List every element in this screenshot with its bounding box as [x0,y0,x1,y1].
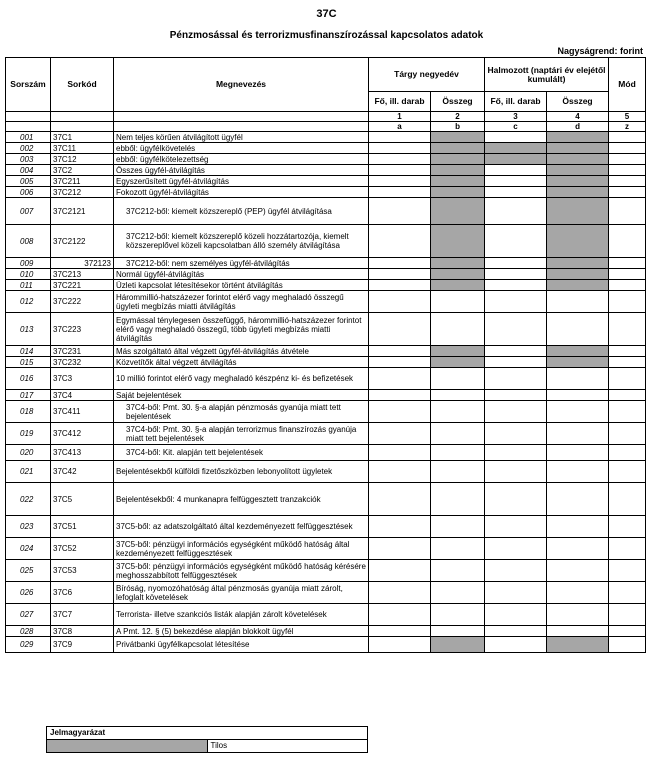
row-number: 015 [6,357,51,368]
value-cell[interactable] [609,346,646,357]
value-cell[interactable] [431,483,485,516]
row-number: 029 [6,637,51,653]
row-label: Egyszerűsített ügyfél-átvilágítás [114,176,369,187]
value-cell[interactable] [609,176,646,187]
row-label: Nem teljes körűen átvilágított ügyfél [114,132,369,143]
row-label: Hárommillió-hatszázezer forintot elérő vagy meghaladó összegű ügyleti megbízás miatti átvilágítás [114,291,369,313]
value-cell[interactable] [369,560,431,582]
value-cell[interactable] [485,176,547,187]
forbidden-cell [547,154,609,165]
row-code: 37C4 [51,390,114,401]
header-filler [6,112,51,122]
row-code: 37C2121 [51,198,114,225]
value-cell[interactable] [431,582,485,604]
value-cell[interactable] [431,461,485,483]
row-code: 37C1 [51,132,114,143]
data-table [5,57,646,653]
row-code: 37C212 [51,187,114,198]
value-cell[interactable] [431,401,485,423]
forbidden-cell [431,176,485,187]
row-code: 37C12 [51,154,114,165]
row-label: ebből: ügyfélkötelezettség [114,154,369,165]
row-number: 013 [6,313,51,346]
forbidden-cell [547,637,609,653]
col-header-fo-c: Fő, ill. darab [485,92,547,112]
row-code: 37C3 [51,368,114,390]
row-code: 37C51 [51,516,114,538]
row-number: 007 [6,198,51,225]
table-row [6,280,646,291]
legend-title: Jelmagyarázat [47,727,368,740]
col-header-osszeg-d: Összeg [547,92,609,112]
table-row [6,390,646,401]
row-number: 006 [6,187,51,198]
value-cell[interactable] [485,368,547,390]
col-number: 3 [485,112,547,122]
col-header-sorszam: Sorszám [6,58,51,112]
col-header-fo-a: Fő, ill. darab [369,92,431,112]
value-cell[interactable] [485,516,547,538]
row-label: Privátbanki ügyfélkapcsolat létesítése [114,637,369,653]
col-header-osszeg-b: Összeg [431,92,485,112]
table-row [6,461,646,483]
forbidden-cell [431,258,485,269]
col-letter: z [609,122,646,132]
row-label: Közvetítők által végzett átvilágítás [114,357,369,368]
forbidden-cell [431,637,485,653]
forbidden-cell [547,176,609,187]
value-cell[interactable] [369,346,431,357]
col-number: 2 [431,112,485,122]
row-code: 37C231 [51,346,114,357]
forbidden-cell [431,225,485,258]
value-cell[interactable] [609,516,646,538]
row-code: 37C53 [51,560,114,582]
row-number: 018 [6,401,51,423]
row-code: 37C232 [51,357,114,368]
value-cell[interactable] [369,390,431,401]
header-filler [114,112,369,122]
row-label: Összes ügyfél-átvilágítás [114,165,369,176]
forbidden-cell [431,357,485,368]
row-number: 020 [6,445,51,461]
row-number: 019 [6,423,51,445]
value-cell[interactable] [547,401,609,423]
row-code: 37C222 [51,291,114,313]
forbidden-cell [547,258,609,269]
value-cell[interactable] [609,626,646,637]
row-code: 37C8 [51,626,114,637]
value-cell[interactable] [609,280,646,291]
col-header-sorkod: Sorkód [51,58,114,112]
value-cell[interactable] [547,560,609,582]
table-row [6,401,646,423]
row-number: 025 [6,560,51,582]
row-label: 37C4-ből: Kit. alapján tett bejelentések [114,445,369,461]
col-letter: c [485,122,547,132]
forbidden-cell [431,165,485,176]
value-cell[interactable] [431,445,485,461]
value-cell[interactable] [485,604,547,626]
table-header [6,58,646,132]
row-number: 017 [6,390,51,401]
value-cell[interactable] [485,423,547,445]
table-row [6,346,646,357]
value-cell[interactable] [369,637,431,653]
row-label: 37C5-ből: pénzügyi információs egységként működő hatóság által kezdeményezett felfüggesztések [114,538,369,560]
value-cell[interactable] [369,423,431,445]
col-header-halmozott: Halmozott (naptári év elejétől kumulált) [485,58,609,92]
row-code: 372123 [51,258,114,269]
row-code: 37C411 [51,401,114,423]
table-row [6,313,646,346]
value-cell[interactable] [609,357,646,368]
value-cell[interactable] [369,582,431,604]
value-cell[interactable] [369,198,431,225]
value-cell[interactable] [369,461,431,483]
table-row [6,291,646,313]
forbidden-cell [547,198,609,225]
value-cell[interactable] [431,291,485,313]
forbidden-cell [431,269,485,280]
row-code: 37C412 [51,423,114,445]
row-number: 023 [6,516,51,538]
row-label: 37C4-ből: Pmt. 30. §-a alapján pénzmosás gyanúja miatt tett bejelentések [114,401,369,423]
value-cell[interactable] [369,258,431,269]
value-cell[interactable] [609,461,646,483]
value-cell[interactable] [609,165,646,176]
value-cell[interactable] [547,626,609,637]
value-cell[interactable] [547,461,609,483]
row-code: 37C213 [51,269,114,280]
row-number: 024 [6,538,51,560]
value-cell[interactable] [609,390,646,401]
row-label: 37C212-ből: kiemelt közszereplő (PEP) ügyfél átvilágítása [114,198,369,225]
row-label: Egymással ténylegesen összefüggő, hárommillió-hatszázezer forintot elérő vagy meghaladó összegű, több ügyleti megbízás miatti átvilágítás [114,313,369,346]
value-cell[interactable] [609,143,646,154]
row-label: 37C212-ből: kiemelt közszereplő közeli hozzátartozója, kiemelt közszereplővel közeli kapcsolatban álló személy átvilágítása [114,225,369,258]
row-number: 003 [6,154,51,165]
value-cell[interactable] [609,483,646,516]
forbidden-cell [485,154,547,165]
value-cell[interactable] [485,401,547,423]
row-number: 021 [6,461,51,483]
table-body [6,132,646,653]
legend-label: Tilos [207,740,368,753]
row-number: 022 [6,483,51,516]
forbidden-cell [431,132,485,143]
value-cell[interactable] [369,626,431,637]
value-cell[interactable] [609,560,646,582]
row-number: 011 [6,280,51,291]
value-cell[interactable] [547,445,609,461]
value-cell[interactable] [609,538,646,560]
row-number: 026 [6,582,51,604]
table-row [6,258,646,269]
forbidden-cell [547,357,609,368]
value-cell[interactable] [369,291,431,313]
col-letter: a [369,122,431,132]
value-cell[interactable] [547,483,609,516]
value-cell[interactable] [369,313,431,346]
row-code: 37C223 [51,313,114,346]
table-row [6,445,646,461]
row-code: 37C9 [51,637,114,653]
table-row [6,225,646,258]
forbidden-cell [431,187,485,198]
col-number: 5 [609,112,646,122]
value-cell[interactable] [609,154,646,165]
value-cell[interactable] [485,346,547,357]
forbidden-cell [431,154,485,165]
table-row [6,368,646,390]
value-cell[interactable] [547,313,609,346]
col-number: 4 [547,112,609,122]
value-cell[interactable] [431,368,485,390]
value-cell[interactable] [609,313,646,346]
value-cell[interactable] [369,516,431,538]
value-cell[interactable] [609,637,646,653]
col-header-targy: Tárgy negyedév [369,58,485,92]
value-cell[interactable] [609,401,646,423]
col-header-mod: Mód [609,58,646,112]
row-number: 004 [6,165,51,176]
value-cell[interactable] [369,538,431,560]
col-letter: b [431,122,485,132]
value-cell[interactable] [609,258,646,269]
value-cell[interactable] [547,582,609,604]
table-row [6,604,646,626]
value-cell[interactable] [369,165,431,176]
row-code: 37C211 [51,176,114,187]
table-row [6,516,646,538]
value-cell[interactable] [485,637,547,653]
value-cell[interactable] [485,269,547,280]
value-cell[interactable] [485,461,547,483]
table-row [6,165,646,176]
value-cell[interactable] [485,225,547,258]
row-code: 37C52 [51,538,114,560]
table-row [6,198,646,225]
value-cell[interactable] [547,368,609,390]
table-row [6,637,646,653]
value-cell[interactable] [369,604,431,626]
value-cell[interactable] [431,626,485,637]
row-label: 10 millió forintot elérő vagy meghaladó készpénz ki- és befizetések [114,368,369,390]
table-row [6,176,646,187]
row-label: Üzleti kapcsolat létesítésekor történt átvilágítás [114,280,369,291]
value-cell[interactable] [485,538,547,560]
value-cell[interactable] [485,483,547,516]
table-row [6,423,646,445]
row-code: 37C5 [51,483,114,516]
row-number: 001 [6,132,51,143]
row-code: 37C2 [51,165,114,176]
col-letter: d [547,122,609,132]
value-cell[interactable] [431,390,485,401]
col-number: 1 [369,112,431,122]
value-cell[interactable] [485,357,547,368]
value-cell[interactable] [369,176,431,187]
value-cell[interactable] [369,483,431,516]
row-code: 37C221 [51,280,114,291]
forbidden-cell [431,346,485,357]
table-row [6,626,646,637]
forbidden-cell [547,225,609,258]
table-row [6,187,646,198]
row-number: 014 [6,346,51,357]
value-cell[interactable] [369,225,431,258]
row-code: 37C42 [51,461,114,483]
row-number: 028 [6,626,51,637]
value-cell[interactable] [485,560,547,582]
value-cell[interactable] [609,582,646,604]
value-cell[interactable] [609,225,646,258]
row-label: Bíróság, nyomozóhatóság által pénzmosás gyanúja miatt zárolt, lefoglalt követelések [114,582,369,604]
value-cell[interactable] [369,269,431,280]
forbidden-cell [431,143,485,154]
table-row [6,483,646,516]
value-cell[interactable] [431,538,485,560]
value-cell[interactable] [485,198,547,225]
header-filler [51,122,114,132]
page-subtitle: Pénzmosással és terrorizmusfinanszírozással kapcsolatos adatok [169,30,484,41]
value-cell[interactable] [369,368,431,390]
value-cell[interactable] [609,198,646,225]
value-cell[interactable] [485,258,547,269]
value-cell[interactable] [369,445,431,461]
forbidden-cell [547,143,609,154]
row-label: Terrorista- illetve szankciós listák alapján zárolt követelések [114,604,369,626]
row-label: ebből: ügyfélkövetelés [114,143,369,154]
table-row [6,269,646,280]
value-cell[interactable] [431,604,485,626]
row-label: 37C5-ből: pénzügyi információs egységként működő hatóság kérésére meghosszabbított felfüggesztések [114,560,369,582]
row-number: 016 [6,368,51,390]
row-label: 37C4-ből: Pmt. 30. §-a alapján terrorizmus finanszírozás gyanúja miatt tett bejelentések [114,423,369,445]
value-cell[interactable] [369,132,431,143]
header-filler [114,122,369,132]
forbidden-cell [431,198,485,225]
row-label: Bejelentésekből: 4 munkanapra felfüggesztett tranzakciók [114,483,369,516]
value-cell[interactable] [609,445,646,461]
value-cell[interactable] [431,423,485,445]
value-cell[interactable] [369,401,431,423]
value-cell[interactable] [485,390,547,401]
value-cell[interactable] [609,187,646,198]
table-row [6,143,646,154]
value-cell[interactable] [485,445,547,461]
value-cell[interactable] [485,291,547,313]
value-cell[interactable] [485,280,547,291]
table-row [6,560,646,582]
row-number: 008 [6,225,51,258]
forbidden-cell [431,280,485,291]
row-code: 37C2122 [51,225,114,258]
table-row [6,132,646,143]
row-code: 37C7 [51,604,114,626]
value-cell[interactable] [369,154,431,165]
value-cell[interactable] [609,132,646,143]
row-label: 37C212-ből: nem személyes ügyfél-átvilágítás [114,258,369,269]
row-number: 012 [6,291,51,313]
row-code: 37C11 [51,143,114,154]
value-cell[interactable] [485,165,547,176]
value-cell[interactable] [485,626,547,637]
row-label: Bejelentésekből külföldi fizetőszközben lebonyolított ügyletek [114,461,369,483]
value-cell[interactable] [547,291,609,313]
value-cell[interactable] [609,604,646,626]
value-cell[interactable] [547,516,609,538]
page-title: 37C [316,8,337,20]
row-label: Saját bejelentések [114,390,369,401]
value-cell[interactable] [485,582,547,604]
forbidden-cell [485,143,547,154]
value-cell[interactable] [609,269,646,280]
value-cell[interactable] [369,280,431,291]
forbidden-cell [547,280,609,291]
value-cell[interactable] [431,560,485,582]
table-row [6,154,646,165]
table-row [6,538,646,560]
row-number: 027 [6,604,51,626]
legend [46,726,368,753]
value-cell[interactable] [485,132,547,143]
value-cell[interactable] [609,423,646,445]
unit-note: Nagyságrend: forint [557,46,643,56]
value-cell[interactable] [369,357,431,368]
row-label: Fokozott ügyfél-átvilágítás [114,187,369,198]
value-cell[interactable] [369,187,431,198]
forbidden-cell [547,165,609,176]
row-code: 37C6 [51,582,114,604]
row-number: 009 [6,258,51,269]
row-number: 002 [6,143,51,154]
legend-swatch [47,740,208,753]
value-cell[interactable] [431,313,485,346]
value-cell[interactable] [609,291,646,313]
value-cell[interactable] [369,143,431,154]
row-label: A Pmt. 12. § (5) bekezdése alapján blokkolt ügyfél [114,626,369,637]
value-cell[interactable] [485,187,547,198]
table-row [6,357,646,368]
value-cell[interactable] [547,390,609,401]
header-filler [6,122,51,132]
value-cell[interactable] [547,423,609,445]
value-cell[interactable] [609,368,646,390]
forbidden-cell [547,132,609,143]
forbidden-cell [547,187,609,198]
value-cell[interactable] [431,516,485,538]
row-number: 010 [6,269,51,280]
forbidden-cell [547,269,609,280]
row-code: 37C413 [51,445,114,461]
row-label: Normál ügyfél-átvilágítás [114,269,369,280]
forbidden-cell [547,346,609,357]
row-label: 37C5-ből: az adatszolgáltató által kezdeményezett felfüggesztések [114,516,369,538]
value-cell[interactable] [547,538,609,560]
table-row [6,582,646,604]
header-filler [51,112,114,122]
value-cell[interactable] [485,313,547,346]
row-number: 005 [6,176,51,187]
value-cell[interactable] [547,604,609,626]
col-header-megnevezes: Megnevezés [114,58,369,112]
row-label: Más szolgáltató által végzett ügyfél-átvilágítás átvétele [114,346,369,357]
